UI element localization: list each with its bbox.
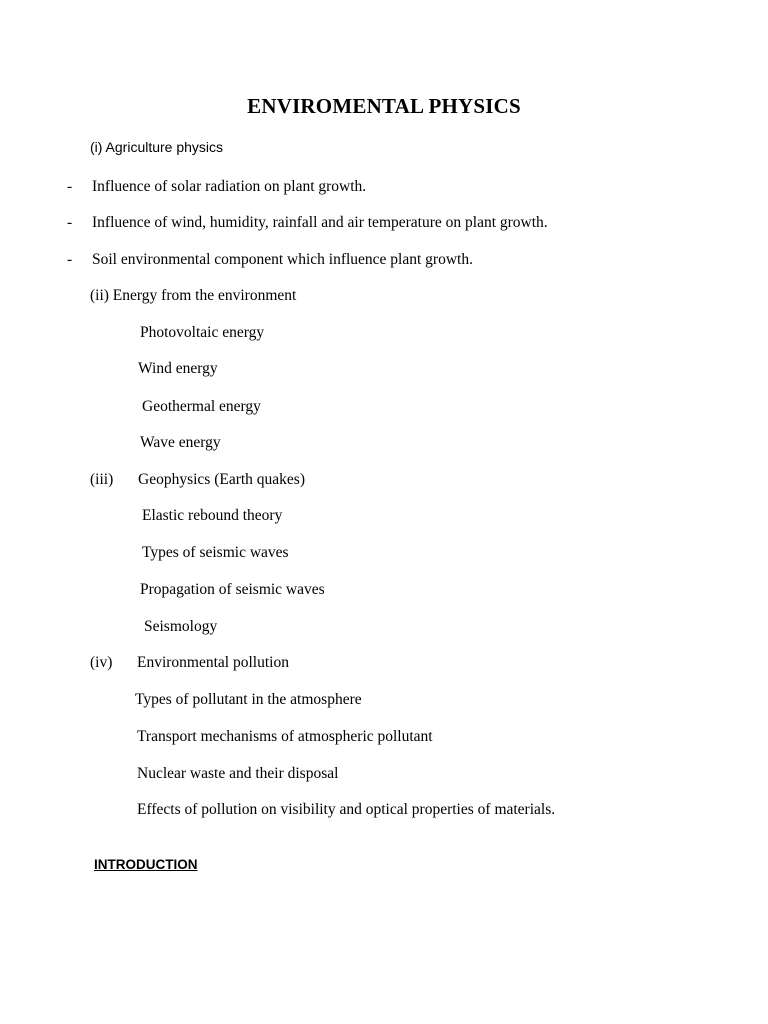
list-item: Effects of pollution on visibility and optical properties of materials. [137, 801, 556, 818]
list-item: Photovoltaic energy [140, 324, 265, 341]
list-item: Types of seismic waves [142, 544, 289, 561]
bullet-marker: - [67, 178, 73, 195]
list-item: Wave energy [140, 434, 221, 451]
list-item: Transport mechanisms of atmospheric pollutant [137, 728, 433, 745]
bullet-marker: - [67, 251, 73, 268]
introduction-heading: INTRODUCTION [94, 857, 198, 872]
list-item: Elastic rebound theory [142, 507, 283, 524]
bullet-item: Soil environmental component which influence plant growth. [92, 251, 473, 268]
section-number: (iii) [90, 471, 114, 488]
section-pollution-heading: Environmental pollution [137, 654, 289, 671]
list-item: Nuclear waste and their disposal [137, 765, 339, 782]
bullet-marker: - [67, 214, 73, 231]
section-geophysics-heading: Geophysics (Earth quakes) [138, 471, 306, 488]
document-title: ENVIROMENTAL PHYSICS [247, 94, 521, 118]
bullet-item: Influence of wind, humidity, rainfall and air temperature on plant growth. [92, 214, 548, 231]
section-number: (iv) [90, 654, 113, 671]
list-item: Geothermal energy [142, 398, 261, 415]
list-item: Propagation of seismic waves [140, 581, 325, 598]
bullet-item: Influence of solar radiation on plant growth. [92, 178, 367, 195]
section-energy-heading: (ii) Energy from the environment [90, 287, 297, 304]
section-agriculture-heading: (i) Agriculture physics [90, 139, 224, 155]
list-item: Types of pollutant in the atmosphere [135, 691, 362, 708]
list-item: Seismology [144, 618, 218, 635]
list-item: Wind energy [138, 360, 218, 377]
